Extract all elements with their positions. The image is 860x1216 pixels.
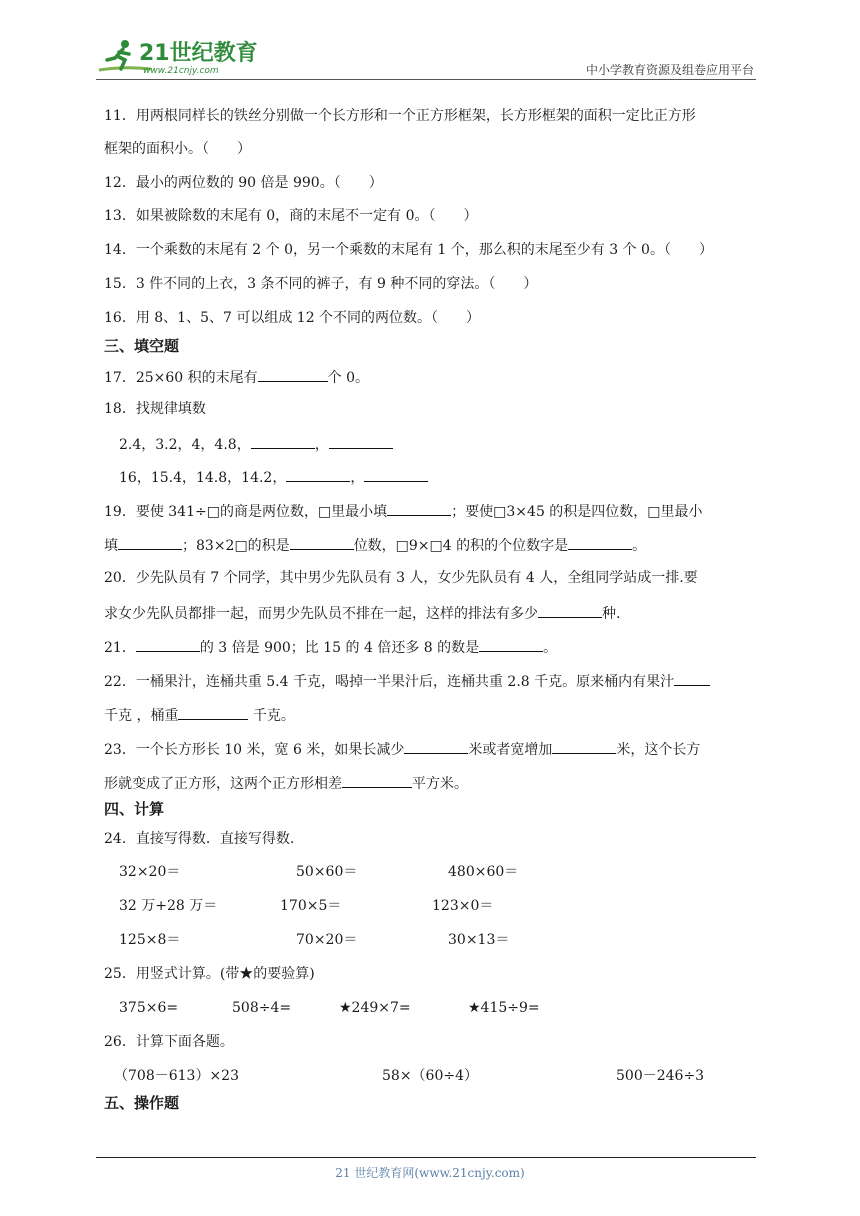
q19-text: 19．要使 341÷□的商是两位数，□里最小填 [104,504,388,520]
question-20-line1: 20．少先队员有 7 个同学，其中男少先队员有 3 人，女少先队员有 4 人，全组同学站成一排.要 [104,570,698,586]
answer-blank[interactable] [251,434,315,449]
question-24: 24．直接写得数．直接写得数. [104,831,295,847]
question-22-line2 [104,705,295,725]
site-logo [95,36,265,78]
q22-text: 22．一桶果汁，连桶共重 5.4 千克，喝掉一半果汁后，连桶共重 2.8 千克。原来桶内有果汁 [104,674,675,690]
question-14: 14．一个乘数的末尾有 2 个 0，另一个乘数的末尾有 1 个，那么积的末尾至少有 3 个 0。（ ） [104,242,713,258]
question-13: 13．如果被除数的末尾有 0，商的末尾不一定有 0。（ ） [104,208,478,224]
answer-blank[interactable] [674,671,710,686]
section-title-calculation: 四、计算 [104,800,165,818]
vertical-calc-item: 375×6= [119,1000,179,1016]
mixed-calc-item: （708－613）×23 [114,1068,239,1084]
answer-blank[interactable] [387,501,451,516]
answer-blank[interactable] [290,535,354,550]
q19-text: ；要使□3×45 的积是四位数，□里最小 [451,504,703,520]
q19-text: 位数，□9×□4 的积的个位数字是 [353,538,569,554]
question-22-line1 [104,671,710,691]
question-12: 12．最小的两位数的 90 倍是 990。（ ） [104,175,383,191]
answer-blank[interactable] [118,535,182,550]
footer-source: 21 世纪教育网(www.21cnjy.com) [335,1166,525,1180]
q17-text: 17．25×60 积的末尾有 [104,370,258,386]
answer-blank[interactable] [286,467,350,482]
answer-blank[interactable] [178,705,248,720]
oral-calc-item: 480×60＝ [448,864,519,880]
question-19-line1 [104,501,703,521]
footer-divider [96,1157,756,1158]
answer-blank[interactable] [364,467,428,482]
q23-text: 平方米。 [412,776,468,792]
q19-text: 填 [104,538,118,554]
section-title-operation: 五、操作题 [104,1094,180,1112]
oral-calc-item: 170×5＝ [280,898,342,914]
q17-text-end: 个 0。 [327,370,369,386]
question-18: 18．找规律填数 [104,401,206,417]
q20-text: 求女少先队员都排一起，而男少先队员不排在一起，这样的排法有多少 [104,606,538,622]
q22-text: 千克 ，桶重 [104,708,179,724]
q20-text: 种. [602,606,621,622]
period: 。 [632,538,647,554]
question-23-line2 [104,773,468,793]
answer-blank[interactable] [479,637,543,652]
answer-blank[interactable] [568,535,632,550]
q21-text: 21． [104,640,136,656]
oral-calc-item: 123×0＝ [432,898,494,914]
q19-text: ；83×2□的积是 [182,538,290,554]
answer-blank[interactable] [329,434,393,449]
mixed-calc-item: 58×（60÷4） [382,1068,478,1084]
oral-calc-item: 32×20＝ [119,864,181,880]
platform-label: 中小学教育资源及组卷应用平台 [585,63,754,77]
answer-blank[interactable] [404,739,468,754]
question-18-row2 [119,467,428,487]
answer-blank[interactable] [136,637,200,652]
q23-text: 23．一个长方形长 10 米，宽 6 米，如果长减少 [104,742,405,758]
question-23-line1 [104,739,700,759]
question-19-line2 [104,535,646,555]
question-11-line1: 11．用两根同样长的铁丝分别做一个长方形和一个正方形框架，长方形框架的面积一定比正方形 [104,108,696,124]
q21-text: 的 3 倍是 900；比 15 的 4 倍还多 8 的数是 [199,640,480,656]
oral-calc-item: 30×13＝ [448,932,510,948]
answer-blank[interactable] [538,603,602,618]
question-11-line2: 框架的面积小。（ ） [104,141,251,157]
sequence-text: 16，15.4，14.8，14.2， [119,470,287,486]
comma: ， [350,470,365,486]
q22-text: 千克。 [248,708,295,724]
answer-blank[interactable] [342,773,412,788]
question-26: 26．计算下面各题。 [104,1034,234,1050]
header-divider [96,79,756,80]
vertical-calc-item: ★415÷9= [468,1000,540,1016]
question-16: 16．用 8、1、5、7 可以组成 12 个不同的两位数。（ ） [104,310,481,326]
oral-calc-item: 32 万+28 万＝ [119,898,218,914]
q23-text: 米或者宽增加 [468,742,553,758]
logo-text: 21世纪教育 [139,41,258,66]
runner-logo-icon [95,36,265,78]
mixed-calc-item: 500－246÷3 [616,1068,705,1084]
question-20-line2 [104,603,620,623]
period: 。 [543,640,558,656]
comma: ， [314,437,329,453]
section-title-fill-blanks: 三、填空题 [104,337,180,355]
q23-text: 米，这个长方 [616,742,701,758]
sequence-text: 2.4，3.2，4，4.8， [119,437,251,453]
question-17 [104,367,369,387]
oral-calc-item: 50×60＝ [296,864,358,880]
q23-text: 形就变成了正方形，这两个正方形相差 [104,776,342,792]
oral-calc-item: 70×20＝ [296,932,358,948]
answer-blank[interactable] [258,367,328,382]
vertical-calc-item: 508÷4= [232,1000,292,1016]
answer-blank[interactable] [552,739,616,754]
question-15: 15．3 件不同的上衣，3 条不同的裤子，有 9 种不同的穿法。（ ） [104,276,538,292]
vertical-calc-item: ★249×7= [339,1000,411,1016]
logo-url: www.21cnjy.com [143,66,219,76]
question-21 [104,637,557,657]
question-18-row1 [119,434,393,454]
oral-calc-item: 125×8＝ [119,932,181,948]
question-25: 25．用竖式计算。(带★的要验算) [104,966,315,982]
